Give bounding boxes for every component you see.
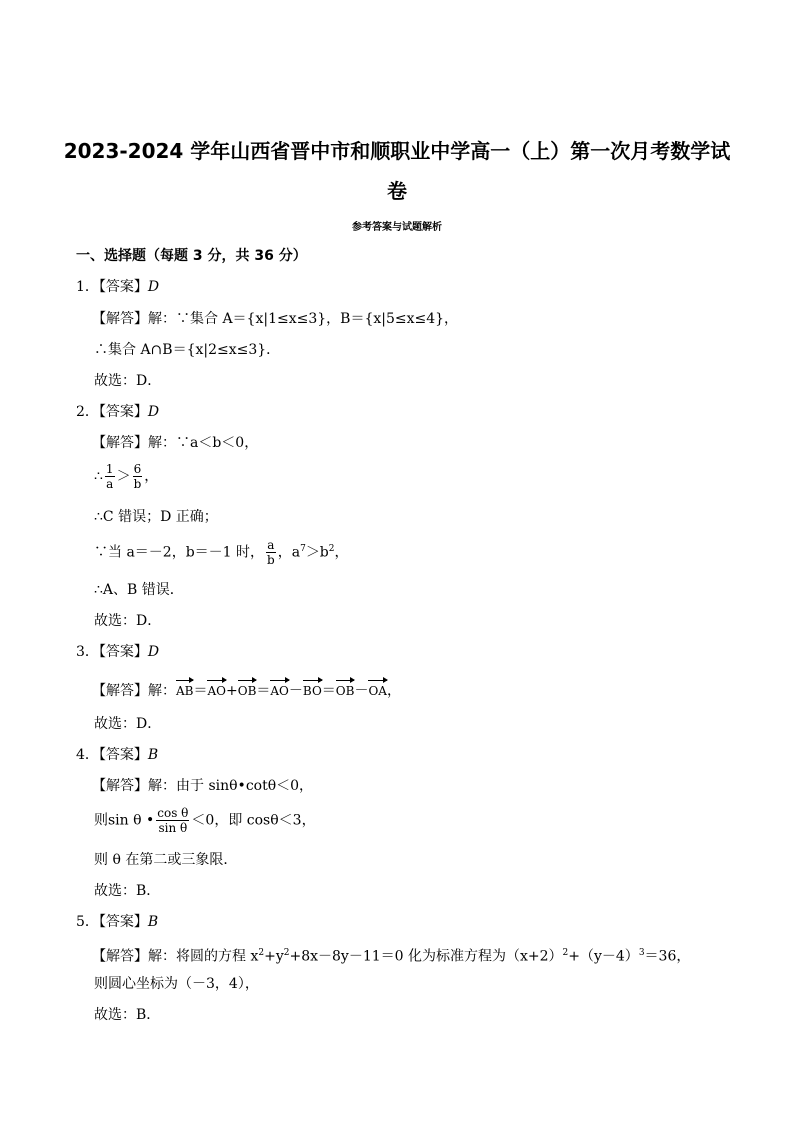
q1-solution-line-1 [92,309,458,329]
q5-solution-line-3: 故选：B． [94,1007,161,1023]
q5-answer: B [147,914,159,930]
q2-a-term: ，a [277,544,301,561]
q2-end-comma: ， [334,544,349,561]
q2-b-term: ＞b [305,544,329,561]
q2-fraction-2-den: b [133,477,142,491]
q4-fraction-num: cos θ [157,806,189,820]
q2-comma: ， [144,468,159,485]
q5-solution-line-2: 则圆心坐标为（－3，4）， [94,976,259,992]
q4-solution-tag: 【解答】 [92,778,148,794]
q1-answer-line [76,277,159,297]
q2-greater-than: ＞ [116,468,131,485]
q2-answer: D [147,404,160,420]
vector-ab: AB [176,677,193,701]
q2-exponent-1: 7 [300,543,306,554]
q2-therefore: ∴ [94,468,103,485]
q3-solution-line-1 [92,677,401,701]
q5-exp-3: 2 [562,948,569,958]
q1-solution-tag: 【解答】 [92,311,148,327]
q4-number: 4． [76,747,99,763]
q2-solution-line-6: 故选：D． [94,613,162,629]
q1-solution-text-1: 解：∵集合 A＝{x|1≤x≤3}，B＝{x|5≤x≤4}， [148,311,459,327]
q2-fraction-3-den: b [267,553,275,567]
q5-number: 5． [76,914,99,930]
vector-ob: OB [238,677,257,701]
q4-answer-tag: 【答案】 [98,747,148,763]
q3-number: 3． [76,644,99,660]
q5-eq-part-a: 解：将圆的方程 x [148,948,259,965]
q5-solution-line-1 [92,943,690,967]
q3-comma: ， [386,683,401,699]
q5-eq-part-e: ＝36， [644,948,691,965]
page-title-line-2: 卷 [387,179,407,203]
q2-solution-line-1 [92,433,258,453]
q2-solution-line-2 [94,462,158,491]
vector-ao: AO [207,677,226,701]
q3-solution-line-2: 故选：D． [94,716,162,732]
q2-number: 2． [76,404,99,420]
q3-answer-line [76,642,159,662]
q3-equals-2: ＝ [256,683,271,699]
q3-answer: D [147,644,160,660]
q2-solution-tag: 【解答】 [92,435,148,451]
q1-solution-line-2: ∴集合 A∩B＝{x|2≤x≤3}． [94,342,281,358]
q4-solution-text-1: 解：由于 sinθ•cotθ＜0， [148,778,314,794]
q5-eq-part-d: +（y－4） [568,948,639,965]
q2-fraction-1-num: 1 [105,462,114,476]
q3-equals-1: ＝ [193,683,208,699]
q4-solution-line-4: 故选：B． [94,883,161,899]
q5-eq-part-c: +8x－8y－11＝0 化为标准方程为（x+2） [289,948,563,965]
q2-fraction-3 [266,538,276,567]
q4-then-sin: 则sin θ • [94,812,155,829]
section-heading: 一、选择题（每题 3 分，共 36 分） [76,248,307,264]
q5-answer-tag: 【答案】 [98,914,148,930]
q2-fraction-2-num: 6 [133,462,142,476]
q2-exponent-2: 2 [328,543,335,554]
q4-inequality: ＜0，即 cosθ＜3， [191,812,316,829]
q2-fraction-1 [105,462,115,491]
q2-answer-tag: 【答案】 [98,404,148,420]
q1-solution-line-3: 故选：D． [94,373,162,389]
vector-oa: OA [368,677,387,701]
page-subtitle: 参考答案与试题解析 [352,222,442,233]
q3-solution-tag: 【解答】 [92,683,148,699]
vector-ao-2: AO [270,677,289,701]
q5-answer-line [76,912,158,932]
q4-fraction-den: sin θ [158,821,188,835]
q4-answer: B [147,747,159,763]
page-title-line-1: 2023-2024 学年山西省晋中市和顺职业中学高一（上）第一次月考数学试 [63,139,731,163]
q2-condition: ∵当 a＝－2，b＝－1 时， [94,544,265,561]
q2-solution-line-3: ∴C 错误；D 正确； [94,509,218,525]
q2-answer-line [76,402,159,422]
q3-plus: + [226,683,238,699]
vector-ob-2: OB [336,677,355,701]
q4-answer-line [76,745,158,765]
q3-minus-2: － [354,683,369,699]
q3-answer-tag: 【答案】 [98,644,148,660]
q2-solution-line-5: ∴A、B 错误． [94,582,184,598]
q5-solution-tag: 【解答】 [92,948,148,965]
q3-minus-1: － [288,683,303,699]
q4-fraction [156,806,189,835]
q5-exp-2: 2 [283,948,290,958]
q5-exp-4: 3 [638,948,645,958]
q4-solution-line-1 [92,776,313,796]
q1-answer: D [147,279,160,295]
q1-number: 1． [76,279,99,295]
q2-fraction-1-den: a [106,477,114,491]
q2-solution-line-4 [94,538,349,567]
q2-fraction-2 [133,462,143,491]
vector-bo: BO [303,677,322,701]
q5-exp-1: 2 [258,948,265,958]
q3-equals-3: ＝ [321,683,336,699]
q1-answer-tag: 【答案】 [98,279,148,295]
q4-solution-line-3: 则 θ 在第二或三象限． [94,852,238,868]
q4-solution-line-2 [94,806,316,835]
q5-eq-part-b: +y [264,948,284,965]
q2-solution-text-1: 解：∵a＜b＜0， [148,435,259,451]
q3-solution-prefix: 解： [148,683,176,699]
q2-fraction-3-num: a [267,538,275,552]
